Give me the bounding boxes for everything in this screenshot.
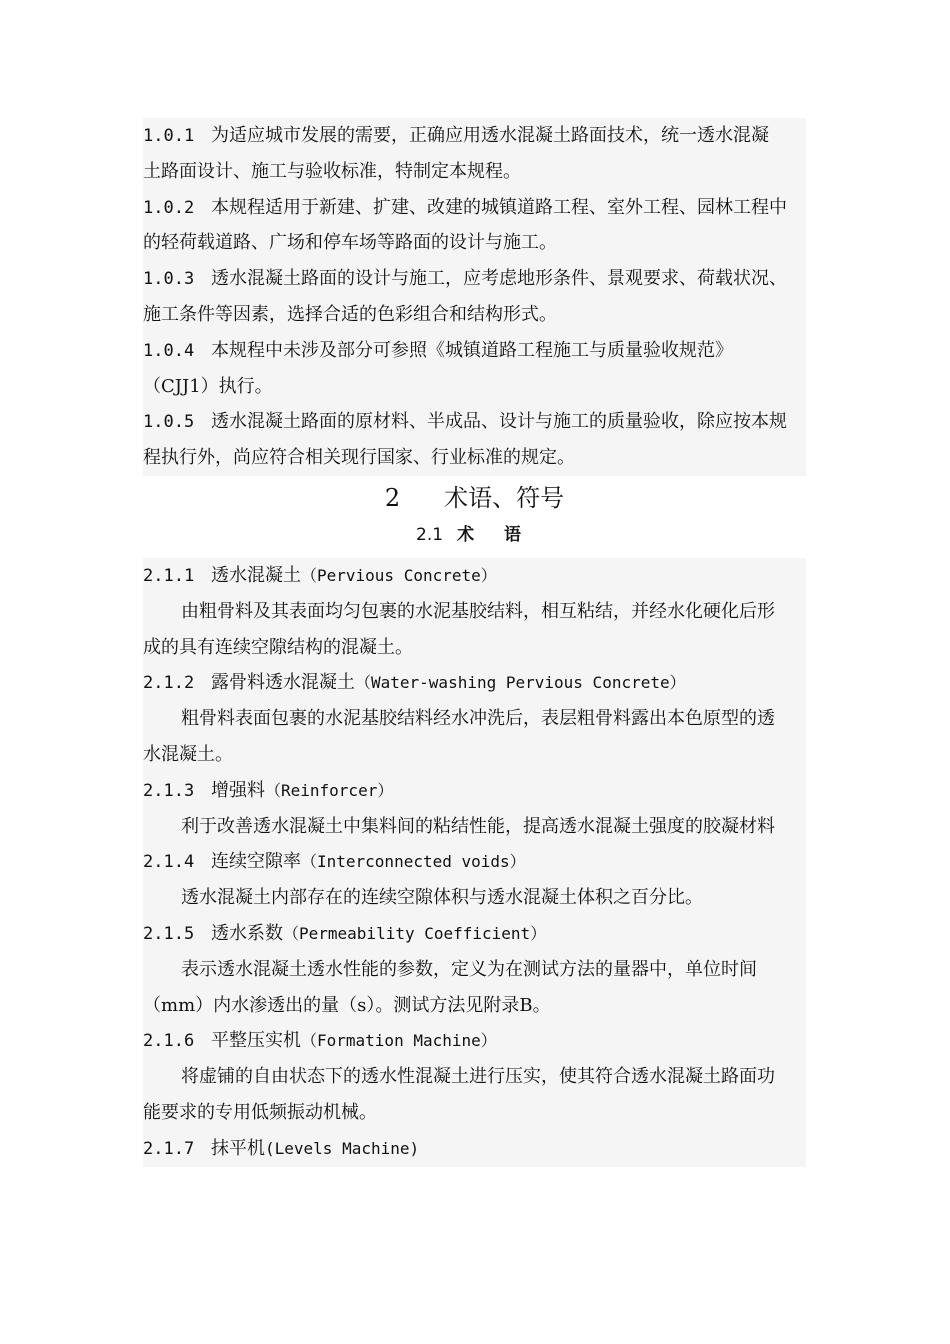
term-definition: 透水混凝土内部存在的连续空隙体积与透水混凝土体积之百分比。: [181, 887, 703, 909]
term-2-1-1: [143, 558, 806, 665]
term-number: 2.1.6: [143, 1031, 195, 1052]
term-number: 2.1.1: [143, 565, 195, 586]
term-en: （Reinforcer）: [265, 780, 394, 800]
clause-text: 土路面设计、施工与验收标准，特制定本规程。: [143, 160, 521, 182]
term-definition: 粗骨料表面包裹的水泥基胶结料经水冲洗后，表层粗骨料露出本色原型的透: [181, 708, 775, 730]
term-en: （Permeability Coefficient）: [283, 923, 547, 943]
term-definition: 能要求的专用低频振动机械。: [143, 1101, 377, 1123]
clause-number: 1.0.1: [143, 126, 195, 146]
term-en: （Water-washing Pervious Concrete）: [355, 673, 686, 693]
term-definition: 将虚铺的自由状态下的透水性混凝土进行压实，使其符合透水混凝土路面功: [181, 1066, 775, 1088]
clause-number: 1.0.4: [143, 340, 195, 361]
clause-text: 程执行外，尚应符合相关现行国家、行业标准的规定。: [143, 447, 575, 469]
chapter-heading: [143, 476, 806, 520]
term-number: 2.1.5: [143, 923, 195, 944]
term-zh: 增强料: [211, 779, 265, 801]
term-definition: 表示透水混凝土透水性能的参数，定义为在测试方法的量器中，单位时间: [181, 958, 757, 980]
term-definition: 水混凝土。: [143, 743, 233, 765]
clause-text: 的轻荷载道路、广场和停车场等路面的设计与施工。: [143, 232, 557, 254]
clause-number: 1.0.3: [143, 269, 195, 290]
term-2-1-7: [143, 1131, 806, 1167]
term-zh: 露骨料透水混凝土: [211, 672, 355, 694]
clause-text: 本规程适用于新建、扩建、改建的城镇道路工程、室外工程、园林工程中: [211, 196, 787, 218]
term-number: 2.1.7: [143, 1138, 195, 1159]
clause-1-0-4: [143, 333, 806, 405]
chapter-number: 2: [384, 483, 401, 512]
term-2-1-2: [143, 665, 806, 772]
clause-1-0-3: [143, 261, 806, 333]
clause-1-0-5: [143, 404, 806, 476]
clause-text: 透水混凝土路面的设计与施工，应考虑地形条件、景观要求、荷载状况、: [211, 268, 787, 290]
section-heading: [143, 520, 806, 558]
term-definition: 由粗骨料及其表面均匀包裹的水泥基胶结料，相互粘结，并经水化硬化后形: [181, 600, 775, 622]
term-en: （Formation Machine）: [301, 1031, 497, 1051]
clause-number: 1.0.5: [143, 412, 195, 433]
term-zh: 抹平机: [211, 1137, 265, 1159]
term-2-1-3: [143, 773, 806, 845]
term-en: （Pervious Concrete）: [301, 565, 497, 585]
clause-1-0-2: [143, 190, 806, 262]
chapter-title: 术语、符号: [444, 483, 565, 512]
term-en: (Levels Machine): [265, 1138, 420, 1158]
term-zh: 透水混凝土: [211, 564, 301, 586]
section-number: 2.1: [416, 524, 444, 545]
clause-number: 1.0.2: [143, 197, 195, 218]
term-definition: 成的具有连续空隙结构的混凝土。: [143, 636, 413, 658]
clause-text: 施工条件等因素，选择合适的色彩组合和结构形式。: [143, 303, 557, 325]
term-number: 2.1.2: [143, 673, 195, 694]
term-number: 2.1.3: [143, 780, 195, 801]
clause-text: （CJJ1）执行。: [143, 375, 273, 397]
section-title: 术 语: [457, 524, 533, 545]
term-definition: （mm）内水渗透出的量（s）。测试方法见附录B。: [143, 994, 551, 1016]
term-2-1-4: [143, 844, 806, 916]
clause-text: 为适应城市发展的需要，正确应用透水混凝土路面技术，统一透水混凝: [211, 125, 769, 146]
term-zh: 透水系数: [211, 922, 283, 944]
term-en: （Interconnected voids）: [301, 852, 526, 872]
term-2-1-5: [143, 916, 806, 1023]
term-zh: 平整压实机: [211, 1030, 301, 1052]
clause-text: 透水混凝土路面的原材料、半成品、设计与施工的质量验收，除应按本规: [211, 411, 787, 433]
clause-text: 本规程中未涉及部分可参照《城镇道路工程施工与质量验收规范》: [211, 339, 733, 361]
term-2-1-6: [143, 1023, 806, 1130]
term-zh: 连续空隙率: [211, 851, 301, 873]
term-number: 2.1.4: [143, 852, 195, 873]
clause-1-0-1: [143, 118, 806, 190]
document-body: [143, 118, 806, 1167]
term-definition: 利于改善透水混凝土中集料间的粘结性能，提高透水混凝土强度的胶凝材料: [181, 815, 775, 837]
